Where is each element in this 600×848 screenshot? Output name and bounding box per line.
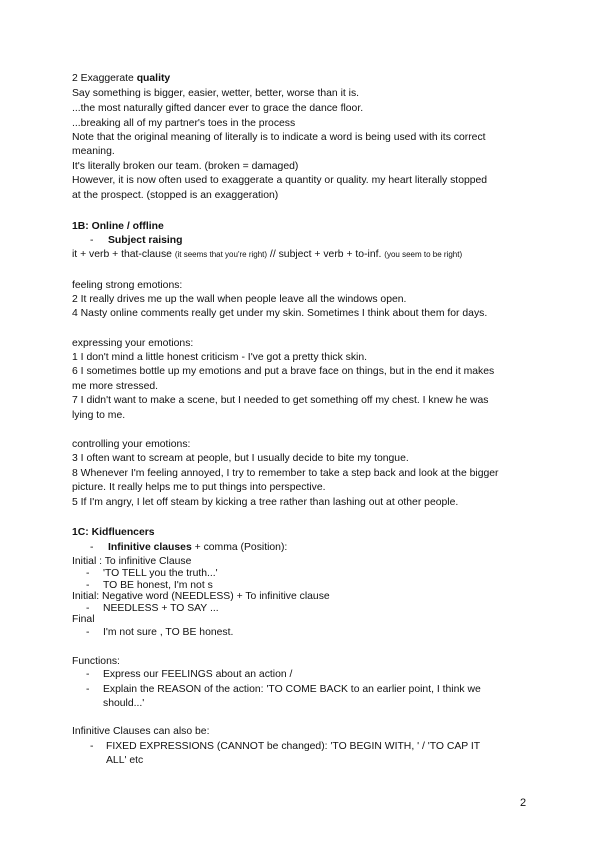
subject-raising-rule: it + verb + that-clause (it seems that you're right) // subject + verb + to-inf. (you seem to be right) [72,249,463,260]
group-title-expressing-emotions: expressing your emotions: [72,338,194,349]
example-line: 1 I don't mind a little honest criticism - I've got a pretty thick skin. [72,352,368,363]
also-heading: Infinitive Clauses can also be: [72,726,210,737]
group-title-controlling-emotions: controlling your emotions: [72,439,191,450]
text-line: ...breaking all of my partner's toes in the process [72,118,296,129]
example-line: 3 I often want to scream at people, but I usually decide to bite my tongue. [72,453,409,464]
text-line: at the prospect. (stopped is an exaggeration) [72,190,279,201]
also-item: FIXED EXPRESSIONS (CANNOT be changed): 'TO BEGIN WITH, ' / 'TO CAP IT [106,741,481,752]
section-2-heading: 2 Exaggerate quality [72,73,171,84]
bullet-dash: - [86,627,90,638]
initial-item: 'TO TELL you the truth...' [103,568,218,579]
functions-heading: Functions: [72,656,120,667]
example-line: picture. It really helps me to put things into perspective. [72,482,326,493]
bullet-dash: - [86,669,90,680]
section-1c-heading: 1C: Kidfluencers [72,527,155,538]
text-line: However, it is now often used to exaggerate a quantity or quality. my heart literally stopped [72,175,488,186]
example-line: 6 I sometimes bottle up my emotions and put a brave face on things, but in the end it makes [72,366,495,377]
page-number: 2 [520,797,527,809]
section-1b-heading: 1B: Online / offline [72,221,164,232]
example-line: me more stressed. [72,381,159,392]
function-item: Explain the REASON of the action: 'TO COME BACK to an earlier point, I think we [103,684,481,695]
group-title-strong-emotions: feeling strong emotions: [72,280,183,291]
final-label: Final [72,614,95,625]
infinitive-clauses-heading: Infinitive clauses + comma (Position): [108,542,288,553]
bullet-dash: - [86,568,90,579]
bullet-dash: - [90,741,94,752]
text-line: Note that the original meaning of literally is to indicate a word is being used with its correct [72,132,486,143]
initial-item: TO BE honest, I'm not s [103,580,213,591]
subject-raising-heading: Subject raising [108,235,183,246]
example-line: 5 If I'm angry, I let off steam by kicking a tree rather than lashing out at other people. [72,497,459,508]
bullet-dash: - [86,603,90,614]
text-line: Say something is bigger, easier, wetter, better, worse than it is. [72,88,360,99]
initial-negative-label: Initial: Negative word (NEEDLESS) + To infinitive clause [72,591,330,602]
example-line: 7 I didn't want to make a scene, but I needed to get something off my chest. I knew he was [72,395,489,406]
bullet-dash: - [86,684,90,695]
also-item-continued: ALL' etc [106,755,144,766]
bullet-dash: - [86,580,90,591]
example-line: lying to me. [72,410,126,421]
example-line: 2 It really drives me up the wall when people leave all the windows open. [72,294,407,305]
function-item-continued: should...' [103,698,145,709]
text-line: It's literally broken our team. (broken = damaged) [72,161,299,172]
initial-negative-item: NEEDLESS + TO SAY ... [103,603,219,614]
final-item: I'm not sure , TO BE honest. [103,627,234,638]
function-item: Express our FEELINGS about an action / [103,669,293,680]
initial-label: Initial : To infinitive Clause [72,556,192,567]
example-line: 4 Nasty online comments really get under my skin. Sometimes I think about them for days. [72,308,488,319]
text-line: meaning. [72,146,115,157]
bullet-dash: - [90,542,94,553]
bullet-dash: - [90,235,94,246]
example-line: 8 Whenever I'm feeling annoyed, I try to remember to take a step back and look at the bigger [72,468,499,479]
text-line: ...the most naturally gifted dancer ever to grace the dance floor. [72,103,364,114]
